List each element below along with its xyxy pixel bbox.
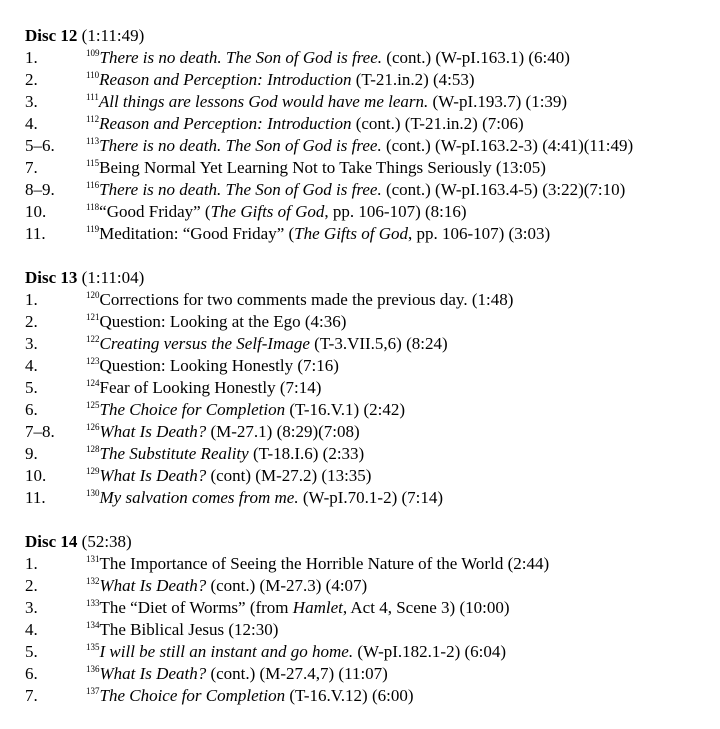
track-number: 7–8. [25,422,55,441]
track-title-segment: (W-pI.70.1-2) (7:14) [298,488,444,507]
track-title-segment: (cont) (M-27.2) (13:35) [206,466,372,485]
track-number: 11. [25,488,46,507]
track-row [25,575,715,597]
track-row [25,487,715,509]
track-title-segment: (cont.) (T-21.in.2) (7:06) [351,114,524,133]
track-title-segment: (T-16.V.12) (6:00) [285,686,414,705]
track-footnote-ref: 120 [86,290,100,300]
track-number: 7. [25,686,38,705]
track-title-segment: (cont.) (M-27.4,7) (11:07) [206,664,388,683]
track-row [25,289,715,311]
track-title [86,355,339,377]
track-footnote-ref: 115 [86,158,100,168]
disc-title: Disc 12 [25,26,78,45]
track-number: 3. [25,334,38,353]
track-title-segment: , pp. 106-107) (8:16) [324,202,467,221]
track-title [86,553,549,575]
track-footnote-ref: 135 [86,642,100,652]
track-title-segment: What Is Death? [99,664,207,683]
track-row [25,685,715,707]
track-title-segment: I will be still an instant and go home. [99,642,354,661]
track-title-segment: Creating versus the Self-Image [99,334,310,353]
disc-header [25,25,715,47]
track-title-segment: All things are lessons God would have me learn. [98,92,429,111]
track-row [25,421,715,443]
track-title-segment: (cont.) (M-27.3) (4:07) [206,576,368,595]
track-title-segment: (W-pI.182.1-2) (6:04) [353,642,507,661]
track-title-segment: The Gifts of God [294,224,408,243]
track-footnote-ref: 118 [86,202,100,212]
track-row [25,223,715,245]
track-footnote-ref: 126 [86,422,100,432]
track-title [86,487,443,509]
disc-header [25,531,715,553]
track-footnote-ref: 124 [86,378,100,388]
track-title-segment: My salvation comes from me. [99,488,299,507]
track-number: 9. [25,444,38,463]
track-title-segment: The Biblical Jesus (12:30) [99,620,279,639]
track-title [86,113,524,135]
track-row [25,113,715,135]
track-title-segment: The Gifts of God [210,202,325,221]
track-footnote-ref: 110 [86,70,100,80]
track-footnote-ref: 131 [86,554,100,564]
track-footnote-ref: 128 [86,444,100,454]
track-number: 2. [25,576,38,595]
track-title-segment: There is no death. The Son of God is free. [99,136,382,155]
track-footnote-ref: 113 [86,136,100,146]
track-number: 4. [25,356,38,375]
track-title-segment: Corrections for two comments made the previous day. (1:48) [99,290,514,309]
track-title [86,399,405,421]
track-row [25,179,715,201]
track-title-segment: The Importance of Seeing the Horrible Nature of the World (2:44) [99,554,550,573]
track-footnote-ref: 133 [86,598,100,608]
track-title [86,443,364,465]
track-title [86,641,506,663]
track-footnote-ref: 132 [86,576,100,586]
track-footnote-ref: 122 [86,334,100,344]
track-title [86,311,346,333]
disc-section [25,267,715,509]
track-title [86,421,360,443]
track-title-segment: (T-16.V.1) (2:42) [285,400,406,419]
track-title [86,465,371,487]
track-title-segment: (cont.) (W-pI.163.1) (6:40) [382,48,570,67]
track-title [86,685,414,707]
track-title [86,289,513,311]
track-footnote-ref: 111 [86,92,99,102]
track-footnote-ref: 121 [86,312,100,322]
track-footnote-ref: 119 [86,224,100,234]
track-title [86,377,321,399]
track-title-segment: Meditation: “Good Friday” ( [99,224,295,243]
track-title [86,91,567,113]
track-title [86,135,633,157]
track-title-segment: (T-18.I.6) (2:33) [248,444,365,463]
track-number: 10. [25,466,47,485]
track-footnote-ref: 112 [86,114,100,124]
track-number: 7. [25,158,38,177]
track-title [86,47,570,69]
track-row [25,201,715,223]
disc-title: Disc 13 [25,268,78,287]
track-row [25,47,715,69]
track-number: 6. [25,664,38,683]
track-title-segment: (M-27.1) (8:29)(7:08) [206,422,360,441]
track-title-segment: The Choice for Completion [99,400,286,419]
track-row [25,135,715,157]
track-title [86,179,625,201]
track-title [86,69,475,91]
track-title-segment: (T-21.in.2) (4:53) [351,70,475,89]
track-list [25,553,715,707]
track-footnote-ref: 129 [86,466,100,476]
track-row [25,597,715,619]
track-footnote-ref: 125 [86,400,100,410]
track-footnote-ref: 116 [86,180,100,190]
track-list [25,47,715,245]
track-title-segment: What Is Death? [99,422,207,441]
disc-duration: (1:11:49) [81,26,145,45]
track-title-segment: There is no death. The Son of God is free. [99,48,383,67]
track-row [25,443,715,465]
track-number: 3. [25,598,38,617]
track-title-segment: , Act 4, Scene 3) (10:00) [342,598,510,617]
track-title-segment: Reason and Perception: Introduction [99,70,352,89]
track-footnote-ref: 109 [86,48,100,58]
track-row [25,355,715,377]
track-row [25,553,715,575]
track-title-segment: There is no death. The Son of God is free. [99,180,382,199]
track-list [25,289,715,509]
track-title-segment: (T-3.VII.5,6) (8:24) [309,334,448,353]
track-row [25,377,715,399]
track-row [25,663,715,685]
disc-duration: (1:11:04) [81,268,145,287]
track-title-segment: Question: Looking at the Ego (4:36) [99,312,347,331]
track-number: 10. [25,202,47,221]
track-title [86,201,467,223]
track-footnote-ref: 134 [86,620,100,630]
track-number: 3. [25,92,38,111]
track-number: 2. [25,312,38,331]
track-title-segment: The Choice for Completion [99,686,286,705]
track-row [25,91,715,113]
track-row [25,157,715,179]
track-title-segment: Question: Looking Honestly (7:16) [99,356,339,375]
track-title-segment: Reason and Perception: Introduction [99,114,352,133]
disc-duration: (52:38) [81,532,132,551]
track-number: 4. [25,114,38,133]
track-title-segment: What Is Death? [99,466,207,485]
track-row [25,399,715,421]
track-title-segment: Hamlet [292,598,343,617]
track-number: 1. [25,290,38,309]
disc-section [25,531,715,707]
track-title-segment: (cont.) (W-pI.163.2-3) (4:41)(11:49) [381,136,634,155]
track-footnote-ref: 137 [86,686,100,696]
disc-header [25,267,715,289]
track-row [25,641,715,663]
track-footnote-ref: 130 [86,488,100,498]
track-title-segment: (W-pI.193.7) (1:39) [428,92,568,111]
track-title [86,223,550,245]
track-title [86,663,388,685]
track-row [25,311,715,333]
track-listing [25,25,715,729]
track-title [86,575,367,597]
track-number: 1. [25,48,38,67]
track-title [86,597,510,619]
track-footnote-ref: 123 [86,356,100,366]
track-number: 11. [25,224,46,243]
track-title [86,157,546,179]
track-row [25,465,715,487]
track-title-segment: “Good Friday” ( [99,202,211,221]
track-title-segment: The Substitute Reality [99,444,249,463]
track-title-segment: , pp. 106-107) (3:03) [407,224,551,243]
disc-section [25,25,715,245]
track-title-segment: Being Normal Yet Learning Not to Take Things Seriously (13:05) [99,158,546,177]
track-row [25,333,715,355]
track-number: 1. [25,554,38,573]
track-row [25,69,715,91]
track-row [25,619,715,641]
track-title-segment: The “Diet of Worms” (from [99,598,293,617]
track-number: 5–6. [25,136,55,155]
track-title [86,333,448,355]
track-number: 5. [25,378,38,397]
track-title-segment: Fear of Looking Honestly (7:14) [99,378,322,397]
track-title-segment: (cont.) (W-pI.163.4-5) (3:22)(7:10) [381,180,626,199]
disc-title: Disc 14 [25,532,78,551]
track-number: 4. [25,620,38,639]
track-number: 5. [25,642,38,661]
track-footnote-ref: 136 [86,664,100,674]
track-number: 8–9. [25,180,55,199]
track-title-segment: What Is Death? [99,576,207,595]
track-title [86,619,278,641]
track-number: 6. [25,400,38,419]
track-number: 2. [25,70,38,89]
